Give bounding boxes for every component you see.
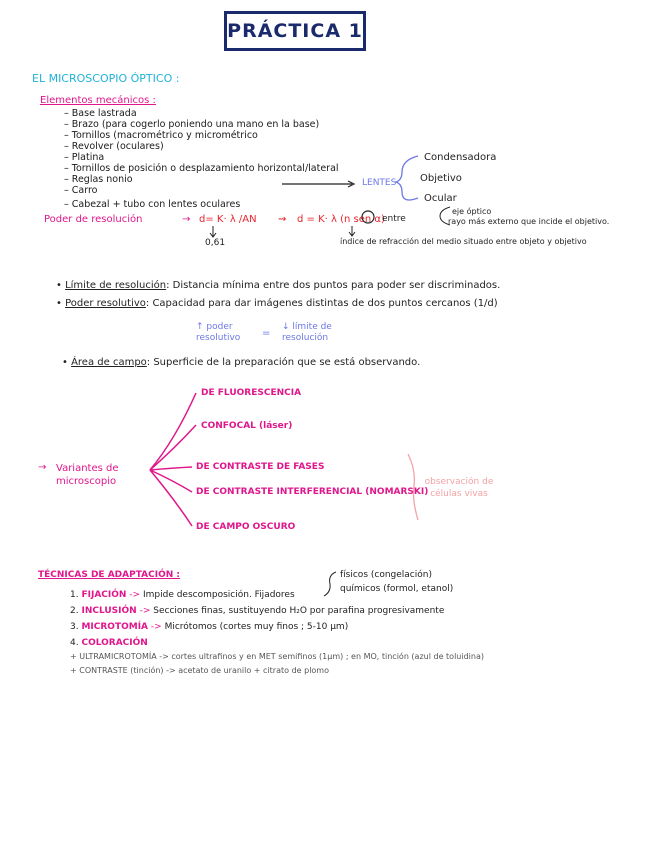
relation-right: ↓ límite de resolución xyxy=(282,322,332,343)
list-item: – Carro xyxy=(64,185,98,196)
list-item: – Brazo (para cogerlo poniendo una mano en la base) xyxy=(64,119,320,130)
alpha-top: eje óptico xyxy=(452,207,492,216)
variant-item: DE CONTRASTE INTERFERENCIAL (NOMARSKI) xyxy=(196,487,429,497)
branch-line xyxy=(150,467,192,470)
constant-value: 0,61 xyxy=(205,238,226,248)
arrow-icon: → xyxy=(38,462,47,473)
list-item: – Platina xyxy=(64,152,105,163)
variants-label: Variantes de microscopio xyxy=(56,463,119,487)
formula-2: d = K· λ (n sen α) xyxy=(297,214,385,225)
branch-line xyxy=(150,425,196,470)
branch-line xyxy=(150,470,192,526)
techniques-heading: TÉCNICAS DE ADAPTACIÓN : xyxy=(38,570,180,580)
page-title: PRÁCTICA 1 xyxy=(227,20,363,42)
technique-item: 4. COLORACIÓN xyxy=(70,638,148,648)
list-item: – Base lastrada xyxy=(64,108,137,119)
lentes-label: LENTES xyxy=(362,178,397,188)
list-item: – Cabezal + tubo con lentes oculares xyxy=(64,199,241,210)
entre-brace xyxy=(440,207,450,225)
definition-row: • Área de campo: Superficie de la preparación que se está observando. xyxy=(62,357,421,368)
technique-item: 1. FIJACIÓN -> Impide descomposición. Fijadores xyxy=(70,590,295,600)
technique-item: 3. MICROTOMÍA -> Micrótomos (cortes muy finos ; 5-10 μm) xyxy=(70,622,349,632)
relation-eq: = xyxy=(262,328,271,339)
variant-item: DE FLUORESCENCIA xyxy=(201,388,302,398)
branch-line xyxy=(150,470,192,492)
variant-item: DE CONTRASTE DE FASES xyxy=(196,462,325,472)
lentes-item: Objetivo xyxy=(420,173,462,184)
alpha-bottom: rayo más externo que incide el objetivo. xyxy=(448,217,610,226)
lentes-item: Ocular xyxy=(424,193,457,204)
list-item: – Tornillos de posición o desplazamiento horizontal/lateral xyxy=(64,163,339,174)
mech-heading: Elementos mecánicos : xyxy=(40,95,156,106)
variant-item: CONFOCAL (láser) xyxy=(201,421,293,431)
n-note: índice de refracción del medio situado entre objeto y objetivo xyxy=(340,237,587,246)
section-heading-microscope: EL MICROSCOPIO ÓPTICO : xyxy=(32,72,180,85)
technique-extra: + CONTRASTE (tinción) -> acetato de uranilo + citrato de plomo xyxy=(70,666,329,675)
list-item: – Revolver (oculares) xyxy=(64,141,164,152)
formula-1: d= K· λ /AN xyxy=(199,214,257,225)
variant-item: DE CAMPO OSCURO xyxy=(196,522,296,532)
equivalence-icon: ⇝ xyxy=(278,214,287,225)
note-brace xyxy=(408,454,418,520)
resolution-label: Poder de resolución xyxy=(44,214,143,225)
arrow-icon: → xyxy=(182,214,191,225)
definition-row: • Poder resolutivo: Capacidad para dar imágenes distintas de dos puntos cercanos (1/d) xyxy=(56,298,498,309)
technique-extra: + ULTRAMICROTOMÍA -> cortes ultrafinos y en MET semifinos (1μm) ; en MO, tinción (azul de toluidina) xyxy=(70,652,484,661)
fix-type: físicos (congelación) xyxy=(340,570,432,580)
fix-type: químicos (formol, etanol) xyxy=(340,584,454,594)
lentes-item: Condensadora xyxy=(424,152,497,163)
list-item: – Tornillos (macrométrico y micrométrico xyxy=(64,130,258,141)
lentes-brace xyxy=(396,156,418,200)
technique-item: 2. INCLUSIÓN -> Secciones finas, sustituyendo H₂O por parafina progresivamente xyxy=(70,606,445,616)
definition-row: • Límite de resolución: Distancia mínima entre dos puntos para poder ser discriminados. xyxy=(56,280,501,291)
relation-left: ↑ poder resolutivo xyxy=(196,322,241,343)
alpha-circle-icon xyxy=(362,211,374,223)
variants-note: observación de células vivas xyxy=(424,477,494,499)
list-item: – Reglas nonio xyxy=(64,174,133,185)
entre-label: entre xyxy=(382,214,406,224)
fix-brace xyxy=(324,572,336,596)
